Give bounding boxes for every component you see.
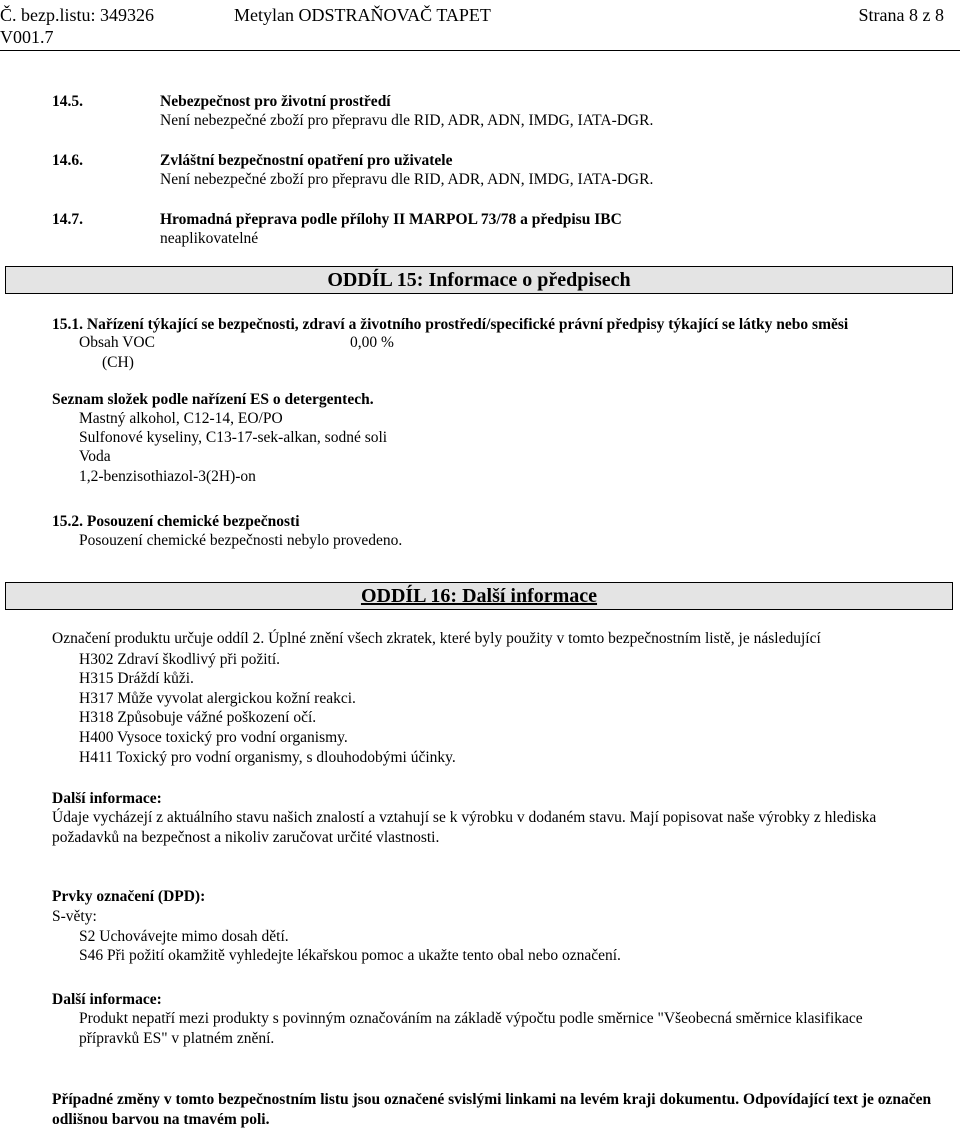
section-15-heading: ODDÍL 15: Informace o předpisech (5, 266, 953, 294)
h-phrase: H318 Způsobuje vážné poškození očí. (79, 709, 317, 726)
s15-2-title: 15.2. Posouzení chemické bezpečnosti (52, 513, 300, 530)
ingredient-item: Voda (79, 448, 111, 465)
s-phrase: S2 Uchovávejte mimo dosah dětí. (79, 928, 289, 945)
s14-6-title: Zvláštní bezpečnostní opatření pro uživatele (160, 152, 453, 169)
info1-title: Další informace: (52, 790, 162, 807)
s14-5-number: 14.5. (52, 93, 83, 110)
voc-value: 0,00 % (350, 334, 394, 351)
section-16-heading (5, 582, 953, 610)
h-phrase: H400 Vysoce toxický pro vodní organismy. (79, 729, 348, 746)
h-phrase: H411 Toxický pro vodní organismy, s dlouhodobými účinky. (79, 749, 456, 766)
info2-title: Další informace: (52, 991, 162, 1008)
s14-7-number: 14.7. (52, 211, 83, 228)
voc-unit: (CH) (102, 354, 134, 371)
product-name: Metylan ODSTRAŇOVAČ TAPET (234, 5, 491, 25)
voc-label: Obsah VOC (79, 334, 155, 351)
s14-6-text: Není nebezpečné zboží pro přepravu dle RID, ADR, ADN, IMDG, IATA-DGR. (160, 171, 654, 188)
s14-5-title: Nebezpečnost pro životní prostředí (160, 93, 391, 110)
header-divider (0, 50, 960, 51)
detergent-list-title: Seznam složek podle nařízení ES o detergentech. (52, 391, 374, 408)
footer-note: Případné změny v tomto bezpečnostním listu jsou označené svislými linkami na levém kraji dokumentu. Odpovídající text je označen odlišnou barvou na tmavém poli. (52, 1091, 932, 1128)
h-phrase: H315 Dráždí kůži. (79, 670, 194, 687)
page-number: Strana 8 z 8 (858, 5, 944, 25)
s15-2-text: Posouzení chemické bezpečnosti nebylo provedeno. (79, 532, 403, 549)
s14-7-text: neaplikovatelné (160, 230, 259, 247)
info1-text: Údaje vycházejí z aktuálního stavu našich znalostí a vztahují se k výrobku v dodaném stavu. Mají popisovat naše výrobky z hlediska požadavků na bezpečnost a nikoliv zaručovat určité vlastnosti. (52, 809, 877, 846)
s14-6-number: 14.6. (52, 152, 83, 169)
h-phrase: H302 Zdraví škodlivý při požití. (79, 651, 281, 668)
s-phrases-label: S-věty: (52, 908, 97, 925)
dpd-title: Prvky označení (DPD): (52, 888, 206, 905)
h-phrase: H317 Může vyvolat alergickou kožní reakci. (79, 690, 356, 707)
info2-text: Produkt nepatří mezi produkty s povinným označováním na základě výpočtu podle směrnice "Všeobecná směrnice klasifikace přípravků ES" v platném znění. (79, 1010, 863, 1047)
s14-7-title: Hromadná přeprava podle přílohy II MARPOL 73/78 a předpisu IBC (160, 211, 622, 228)
s14-5-text: Není nebezpečné zboží pro přepravu dle RID, ADR, ADN, IMDG, IATA-DGR. (160, 112, 654, 129)
ingredient-item: Sulfonové kyseliny, C13-17-sek-alkan, sodné soli (79, 429, 388, 446)
s-phrase: S46 Při požití okamžitě vyhledejte lékařskou pomoc a ukažte tento obal nebo označení. (79, 947, 621, 964)
ingredient-item: 1,2-benzisothiazol-3(2H)-on (79, 468, 256, 485)
s16-intro: Označení produktu určuje oddíl 2. Úplné znění všech zkratek, které byly použity v tomto bezpečnostním listě, je následující (52, 630, 821, 647)
sheet-number: Č. bezp.listu: 349326 (0, 5, 154, 25)
ingredient-item: Mastný alkohol, C12-14, EO/PO (79, 410, 283, 427)
s15-1-title: 15.1. Nařízení týkající se bezpečnosti, zdraví a životního prostředí/specifické právní předpisy týkající se látky nebo směsi (52, 316, 849, 333)
version: V001.7 (0, 27, 54, 47)
section-16-heading-text: ODDÍL 16: Další informace (360, 585, 598, 607)
